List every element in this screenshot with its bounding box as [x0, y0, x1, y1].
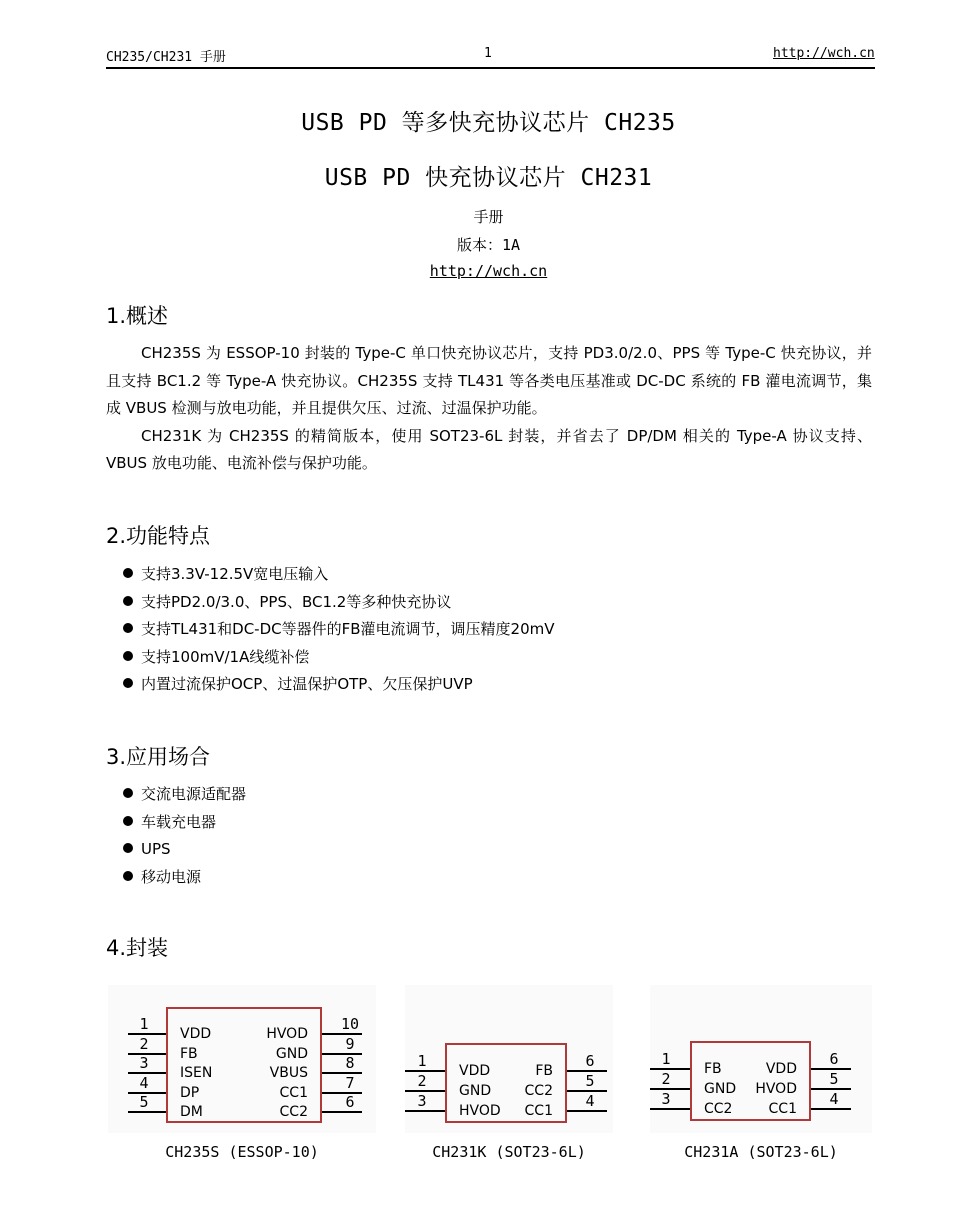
pin-number: 3: [139, 1054, 149, 1072]
overview-body: [106, 340, 872, 478]
list-item-text: UPS: [141, 840, 171, 858]
pin-label: FB: [704, 1061, 722, 1077]
pin-label: HVOD: [755, 1081, 797, 1097]
pin-number: 6: [345, 1093, 355, 1111]
pin-number: 4: [585, 1092, 595, 1110]
pin-number: 4: [139, 1073, 149, 1092]
pin-label: GND: [275, 1045, 308, 1062]
main-title-ch231: USB PD 快充协议芯片 CH231: [324, 165, 653, 191]
title-url-link[interactable]: http://wch.cn: [429, 262, 548, 280]
applications-list: [123, 781, 246, 891]
pin-lead: [567, 1110, 607, 1112]
pin-lead: [650, 1108, 690, 1110]
pin-number: 6: [585, 1052, 595, 1070]
section-heading-features: 2.功能特点: [106, 524, 211, 548]
pin-lead: [322, 1111, 362, 1113]
main-title-ch235: USB PD 等多快充协议芯片 CH235: [301, 110, 676, 136]
pin-label: DP: [180, 1084, 200, 1101]
list-item-text: 支持TL431和DC-DC等器件的FB灌电流调节，调压精度20mV: [141, 620, 555, 638]
header-url-link[interactable]: http://wch.cn: [773, 46, 875, 61]
pin-label: VDD: [459, 1063, 491, 1079]
list-item-text: 支持100mV/1A线缆补偿: [141, 647, 310, 666]
section-heading-applications: 3.应用场合: [106, 745, 211, 769]
bullet-icon: [123, 568, 133, 578]
package-caption: CH231A (SOT23-6L): [684, 1143, 838, 1161]
list-item: [123, 589, 555, 617]
bullet-icon: [123, 871, 133, 881]
pin-label: DM: [180, 1104, 203, 1120]
list-item: [123, 864, 246, 892]
pin-number: 5: [585, 1072, 595, 1090]
pin-label: GND: [459, 1083, 492, 1099]
bullet-icon: [123, 596, 133, 606]
pin-number: 2: [417, 1072, 427, 1090]
list-item-text: 移动电源: [141, 867, 202, 886]
pin-label: VBUS: [269, 1065, 308, 1081]
list-item: [123, 836, 246, 864]
list-item: [123, 781, 246, 809]
section-heading-overview: 1.概述: [106, 304, 169, 328]
header-divider: [106, 67, 875, 69]
list-item-text: 支持3.3V-12.5V宽电压输入: [141, 565, 329, 583]
doc-type: 手册: [473, 208, 504, 226]
pin-number: 3: [417, 1092, 427, 1110]
ic-body: [690, 1041, 811, 1121]
bullet-icon: [123, 651, 133, 661]
list-item: [123, 616, 555, 644]
pin-label: HVOD: [459, 1103, 501, 1119]
title-url-wrap: [0, 262, 977, 280]
bullet-icon: [123, 678, 133, 688]
bullet-icon: [123, 816, 133, 826]
pin-label: CC1: [279, 1084, 308, 1101]
pin-label: CC1: [768, 1101, 797, 1117]
pin-number: 2: [139, 1034, 149, 1053]
pin-label: ISEN: [180, 1065, 213, 1081]
pin-label: FB: [535, 1063, 553, 1079]
section-heading-packages: 4.封装: [106, 936, 169, 960]
pin-number: 7: [345, 1073, 355, 1092]
list-item-text: 内置过流保护OCP、过温保护OTP、欠压保护UVP: [141, 675, 473, 693]
header-page-number: 1: [484, 46, 492, 61]
pin-number: 6: [829, 1050, 839, 1068]
pin-number: 5: [139, 1093, 149, 1111]
list-item: [123, 561, 555, 589]
pin-label: CC2: [279, 1104, 308, 1120]
pin-label: CC2: [524, 1083, 553, 1099]
list-item-text: 车载充电器: [141, 812, 217, 831]
bullet-icon: [123, 788, 133, 798]
pin-number: 1: [417, 1052, 427, 1070]
pin-lead: [405, 1110, 445, 1112]
pin-label: HVOD: [266, 1026, 308, 1042]
pin-label: CC2: [704, 1101, 733, 1117]
list-item: [123, 809, 246, 837]
package-caption: CH235S (ESSOP-10): [165, 1143, 319, 1161]
pin-label: VDD: [765, 1061, 797, 1077]
pin-number: 1: [661, 1050, 671, 1068]
pin-lead: [128, 1111, 166, 1113]
bullet-icon: [123, 623, 133, 633]
pin-lead: [811, 1108, 851, 1110]
list-item: [123, 644, 555, 672]
doc-version: 版本：1A: [456, 236, 521, 254]
ic-body: [166, 1007, 322, 1123]
package-caption: CH231K (SOT23-6L): [432, 1143, 586, 1161]
overview-paragraph-2: CH231K 为 CH235S 的精简版本，使用 SOT23-6L 封装，并省去了 DP/DM 相关的 Type-A 协议支持、VBUS 放电功能、电流补偿与保护功能。: [106, 426, 872, 472]
list-item: [123, 671, 555, 699]
list-item-text: 支持PD2.0/3.0、PPS、BC1.2等多种快充协议: [141, 592, 452, 611]
pin-number: 2: [661, 1070, 671, 1088]
header-doc-title: CH235/CH231 手册: [106, 50, 226, 65]
pin-label: FB: [180, 1045, 198, 1062]
pin-number: 9: [345, 1034, 355, 1053]
pin-label: CC1: [524, 1103, 553, 1119]
pin-label: VDD: [180, 1026, 212, 1042]
ic-body: [445, 1043, 567, 1123]
overview-paragraph-1: CH235S 为 ESSOP-10 封装的 Type-C 单口快充协议芯片，支持 PD3.0/2.0、PPS 等 Type-C 快充协议，并且支持 BC1.2 等 Type-A 快充协议。CH235S 支持 TL431 等各类电压基准或 DC-DC 系统的 FB 灌电流调节，集成 VBUS 检测与放电功能，并且提供欠压、过流、过温保护功能。: [106, 344, 872, 417]
pin-number: 3: [661, 1090, 671, 1108]
pin-number: 1: [139, 1015, 149, 1033]
list-item-text: 交流电源适配器: [141, 785, 247, 803]
pin-number: 4: [829, 1090, 839, 1108]
pin-number: 8: [345, 1054, 355, 1072]
bullet-icon: [123, 843, 133, 853]
pin-label: GND: [704, 1081, 737, 1097]
pin-number: 5: [829, 1070, 839, 1088]
features-list: [123, 561, 555, 699]
pin-number: 10: [340, 1015, 360, 1033]
